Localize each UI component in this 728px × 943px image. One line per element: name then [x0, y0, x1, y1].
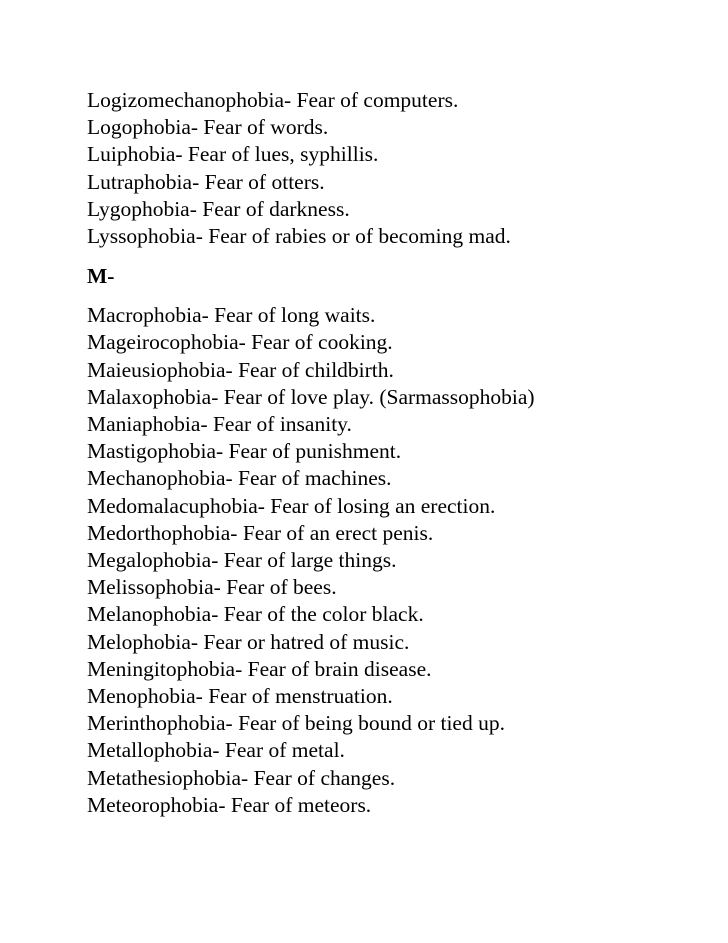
list-item: Melanophobia- Fear of the color black.: [87, 602, 424, 627]
list-item: Lutraphobia- Fear of otters.: [87, 169, 325, 194]
phobia-list-l: [87, 87, 707, 250]
list-item: Mageirocophobia- Fear of cooking.: [87, 330, 393, 355]
list-item: Maniaphobia- Fear of insanity.: [87, 412, 352, 437]
list-item: Menophobia- Fear of menstruation.: [87, 684, 393, 709]
list-item: Melissophobia- Fear of bees.: [87, 575, 337, 600]
list-item: Mechanophobia- Fear of machines.: [87, 466, 392, 491]
list-item: Melophobia- Fear or hatred of music.: [87, 629, 410, 654]
list-item: Logophobia- Fear of words.: [87, 115, 329, 140]
list-item: Merinthophobia- Fear of being bound or tied up.: [87, 711, 505, 736]
list-item: Mastigophobia- Fear of punishment.: [87, 439, 402, 464]
list-item: Luiphobia- Fear of lues, syphillis.: [87, 142, 379, 167]
list-item: Macrophobia- Fear of long waits.: [87, 303, 376, 328]
list-item: Lyssophobia- Fear of rabies or of becoming mad.: [87, 224, 511, 249]
list-item: Metathesiophobia- Fear of changes.: [87, 765, 396, 790]
list-item: Metallophobia- Fear of metal.: [87, 738, 345, 763]
phobia-list-m: [87, 302, 707, 819]
list-item: Logizomechanophobia- Fear of computers.: [87, 88, 459, 112]
list-item: Meteorophobia- Fear of meteors.: [87, 792, 372, 817]
document-body: [87, 87, 707, 819]
list-item: Lygophobia- Fear of darkness.: [87, 196, 350, 221]
list-item: Medomalacuphobia- Fear of losing an erection.: [87, 493, 496, 518]
list-item: Meningitophobia- Fear of brain disease.: [87, 656, 432, 681]
list-item: Maieusiophobia- Fear of childbirth.: [87, 357, 394, 382]
section-heading-m: M-: [87, 264, 115, 289]
list-item: Malaxophobia- Fear of love play. (Sarmassophobia): [87, 384, 535, 409]
list-item: Medorthophobia- Fear of an erect penis.: [87, 520, 434, 545]
list-item: Megalophobia- Fear of large things.: [87, 548, 397, 573]
